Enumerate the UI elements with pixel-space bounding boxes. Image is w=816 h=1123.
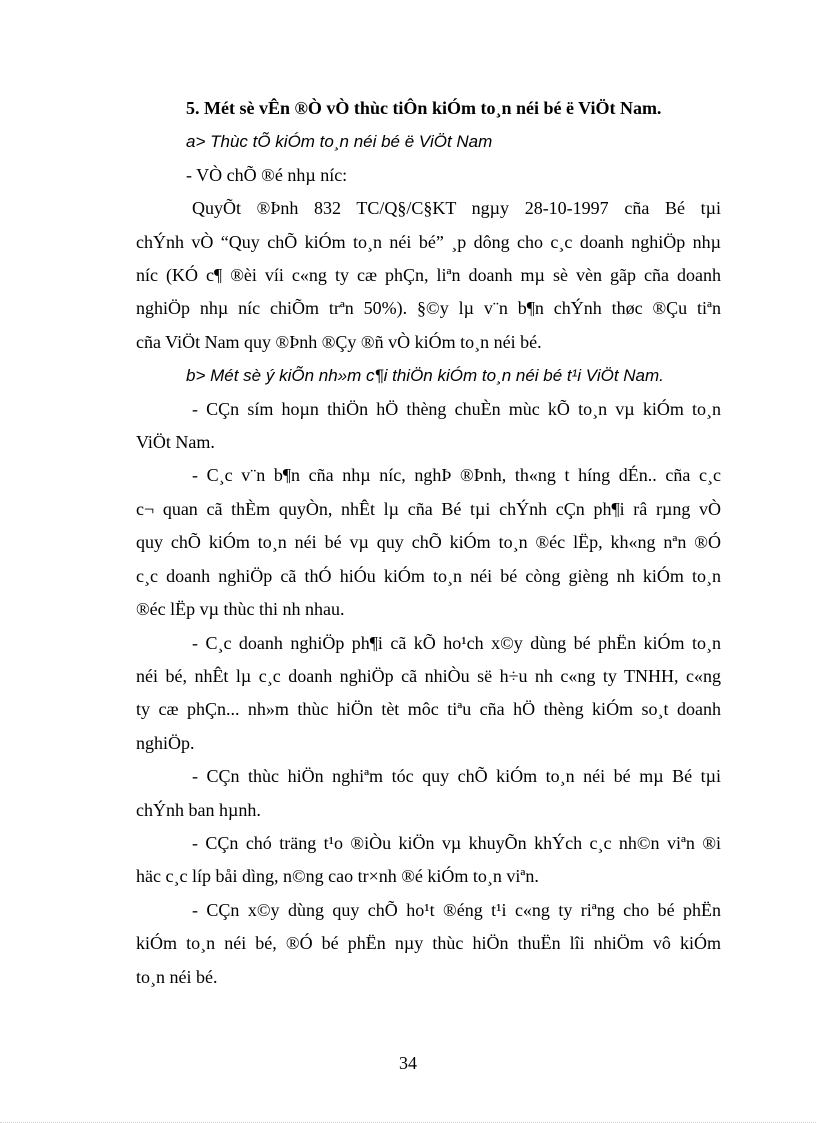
paragraph-line: quy chÕ kiÓm to¸n néi bé vµ quy chÕ kiÓm to¸n ®éc lËp, kh«ng nªn ®Ó bbox=[136, 532, 721, 553]
paragraph-line: ViÖt Nam. bbox=[136, 432, 215, 453]
state-regulation-bullet: - VÒ chÕ ®é nhµ níc: bbox=[186, 164, 348, 185]
paragraph-line: c¬ quan cã thÈm quyÒn, nhÊt lµ cña Bé tµi chÝnh cÇn ph¶i râ rµng vÒ bbox=[136, 498, 721, 519]
paragraph-line: - CÇn chó träng t¹o ®iÒu kiÖn vµ khuyÕn khÝch c¸c nh©n viªn ®i bbox=[192, 832, 721, 853]
paragraph-line: níc (KÓ c¶ ®èi víi c«ng ty cæ phÇn, liªn doanh mµ sè vèn gãp cña doanh bbox=[136, 265, 721, 286]
paragraph-line: - CÇn sím hoµn thiÖn hÖ thèng chuÈn mùc kÕ to¸n vµ kiÓm to¸n bbox=[192, 398, 721, 419]
paragraph-line: - C¸c doanh nghiÖp ph¶i cã kÕ ho¹ch x©y dùng bé phËn kiÓm to¸n bbox=[192, 632, 721, 653]
paragraph-line: - CÇn thùc hiÖn nghiªm tóc quy chÕ kiÓm to¸n néi bé mµ Bé tµi bbox=[192, 766, 721, 787]
bullet-legal-documents bbox=[136, 459, 721, 626]
paragraph-line: cña ViÖt Nam quy ®Þnh ®Çy ®ñ vÒ kiÓm to¸n néi bé. bbox=[136, 331, 542, 352]
paragraph-line: kiÓm to¸n néi bé, ®Ó bé phËn nµy thùc hiÖn thuËn lîi nhiÖm vô kiÓm bbox=[136, 933, 721, 954]
paragraph-regulation bbox=[136, 192, 721, 359]
paragraph-line: QuyÕt ®Þnh 832 TC/Q§/C§KT ngµy 28-10-1997 cña Bé tµi bbox=[192, 198, 721, 219]
paragraph-line: - C¸c v¨n b¶n cña nhµ níc, nghÞ ®Þnh, th«ng t híng dÉn.. cña c¸c bbox=[192, 465, 721, 486]
paragraph-line: chÝnh vÒ “Quy chÕ kiÓm to¸n néi bé” ¸p dông cho c¸c doanh nghiÖp nhµ bbox=[136, 231, 721, 252]
paragraph-line: chÝnh ban hµnh. bbox=[136, 799, 261, 820]
page-number: 34 bbox=[399, 1053, 417, 1073]
bullet-implementation bbox=[136, 760, 721, 827]
subheading-b: b> Mét sè ý kiÕn nh»m c¶i thiÖn kiÓm to¸n néi bé t¹i ViÖt Nam. bbox=[186, 366, 664, 386]
bullet-enterprise-plans bbox=[136, 627, 721, 761]
page-content bbox=[136, 92, 721, 994]
paragraph-line: - CÇn x©y dùng quy chÕ ho¹t ®éng t¹i c«ng ty riªng cho bé phËn bbox=[192, 899, 721, 920]
subheading-a: a> Thùc tÕ kiÓm to¸n néi bé ë ViÖt Nam bbox=[186, 132, 493, 152]
paragraph-line: nghiÖp. bbox=[136, 732, 195, 753]
paragraph-line: to¸n néi bé. bbox=[136, 966, 218, 987]
bullet-operating-rules bbox=[136, 894, 721, 994]
paragraph-line: nghiÖp nhµ níc chiÕm trªn 50%). §©y lµ v¨n b¶n chÝnh thøc ®Çu tiªn bbox=[136, 298, 721, 319]
bullet-standards bbox=[136, 393, 721, 460]
paragraph-line: néi bé, nhÊt lµ c¸c doanh nghiÖp cã nhiÒu së h÷u nh c«ng ty TNHH, c«ng bbox=[136, 665, 721, 686]
paragraph-line: c¸c doanh nghiÖp cã thÓ hiÓu kiÓm to¸n néi bé còng gièng nh kiÓm to¸n bbox=[136, 565, 721, 586]
paragraph-line: häc c¸c líp båi dìng, n©ng cao tr×nh ®é kiÓm to¸n viªn. bbox=[136, 866, 539, 887]
bullet-training bbox=[136, 827, 721, 894]
section-heading: 5. Mét sè vÊn ®Ò vÒ thùc tiÔn kiÓm to¸n néi bé ë ViÖt Nam. bbox=[186, 98, 662, 118]
paragraph-line: ®éc lËp vµ thùc thi nh nhau. bbox=[136, 599, 345, 620]
paragraph-line: ty cæ phÇn... nh»m thùc hiÖn tèt môc tiªu cña hÖ thèng kiÓm so¸t doanh bbox=[136, 699, 721, 720]
